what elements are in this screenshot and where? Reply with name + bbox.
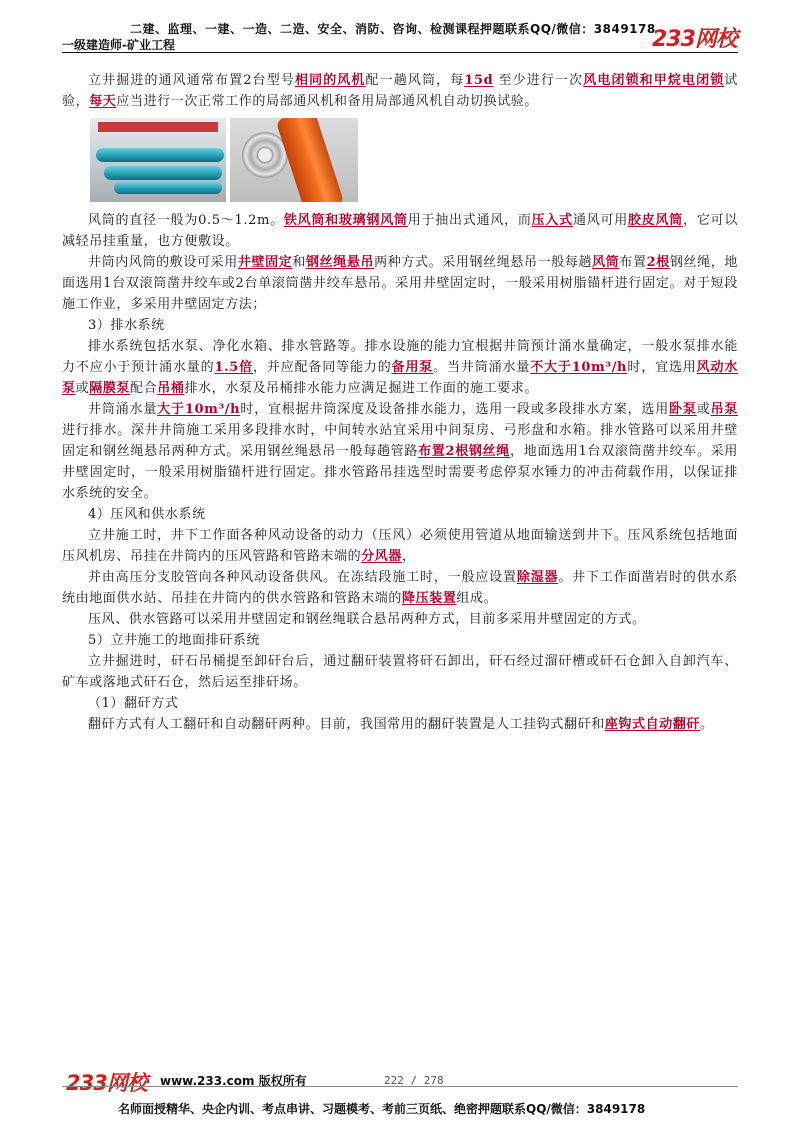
- paragraph-water-supply: 并由高压分支胶管向各种风动设备供风。在冻结段施工时，一般应设置除湿器。井下工作面凿岩时的供水系统由地面供水站、吊挂在井筒内的供水管路和管路末端的降压装置组成。: [62, 570, 738, 606]
- keyword: 风筒: [592, 255, 620, 270]
- keyword: 钢丝绳悬吊: [305, 255, 375, 270]
- keyword: 除湿器: [516, 570, 559, 585]
- footer-site[interactable]: www.233.com 版权所有: [160, 1074, 307, 1088]
- paragraph-compressed-air: 立井施工时，井下工作面各种风动设备的动力（压风）必须使用管道从地面输送到井下。压风系统包括地面压风机房、吊挂在井筒内的压风管路和管路末端的分风器，: [62, 528, 738, 564]
- keyword: 大于10m³/h: [157, 402, 241, 417]
- page-number: 222 / 278: [384, 1074, 444, 1087]
- keyword: 备用泵: [391, 360, 434, 375]
- paragraph-rock-removal: 立井掘进时，矸石吊桶提至卸矸台后，通过翻矸装置将矸石卸出，矸石经过溜矸槽或矸石仓卸入自卸汽车、矿车或落地式矸石仓，然后运至排矸场。: [62, 654, 738, 690]
- header-logo[interactable]: 233网校: [652, 27, 737, 52]
- keyword: 吊桶: [157, 381, 185, 396]
- paragraph-drainage-scheme: 井筒涌水量大于10m³/h时，宜根据井筒深度及设备排水能力，选用一段或多段排水方案，选用卧泵或吊泵进行排水。深井井筒施工采用多段排水时，中间转水站宜采用中间泵房、弓形盘和水箱。排水管路可以采用井壁固定和钢丝绳悬吊两种方式。采用钢丝绳悬吊一般每趟管路布置2根钢丝绳，地面选用1台双滚筒凿井绞车。采用井壁固定时，一般采用树脂锚杆进行固定。排水管路吊挂选型时需要考虑停泵水锤力的冲击荷载作用，以保证排水系统的安全。: [62, 402, 739, 501]
- page-content: [62, 70, 738, 735]
- keyword: 座钩式自动翻矸: [604, 717, 701, 732]
- header-subtitle: 一级建造师-矿业工程: [62, 38, 175, 52]
- keyword: 风电闭锁和甲烷电闭锁: [583, 73, 725, 88]
- paragraph-duct-diameter: 风筒的直径一般为0.5～1.2m。铁风筒和玻璃钢风筒用于抽出式通风，而压入式通风可用胶皮风筒，它可以减轻吊挂重量，也方便敷设。: [62, 213, 738, 249]
- keyword: 风动水泵: [62, 360, 738, 396]
- flexible-duct-photo: [230, 118, 358, 202]
- keyword: 降压装置: [402, 591, 457, 606]
- photo-strip: [90, 118, 358, 202]
- keyword: 2根: [646, 255, 670, 270]
- keyword: 相同的风机: [294, 73, 366, 88]
- heading-air-water: 4）压风和供水系统: [88, 507, 206, 522]
- paragraph-drainage-system: 排水系统包括水泵、净化水箱、排水管路等。排水设施的能力宜根据井筒预计涌水量确定，一般水泵排水能力不应小于预计涌水量的1.5倍，并应配备同等能力的备用泵。当井筒涌水量不大于10m³/h时，宜选用风动水泵或隔膜泵配合吊桶排水，水泵及吊桶排水能力应满足掘进工作面的施工要求。: [62, 339, 738, 396]
- ventilation-pipes-photo: [90, 118, 226, 202]
- keyword: 15d: [464, 73, 494, 88]
- heading-dumping-method: （1）翻矸方式: [88, 696, 179, 711]
- keyword: 卧泵: [669, 402, 697, 417]
- keyword: 隔膜泵: [89, 381, 131, 396]
- keyword: 铁风筒和玻璃钢风筒: [283, 213, 408, 228]
- keyword: 布置2根钢丝绳: [418, 444, 510, 459]
- header-rule: [62, 52, 738, 53]
- paragraph-dumping-method: 翻矸方式有人工翻矸和自动翻矸两种。目前，我国常用的翻矸装置是人工挂钩式翻矸和座钩式自动翻矸。: [88, 717, 714, 732]
- footer-rule: [62, 1086, 738, 1087]
- keyword: 吊泵: [710, 402, 739, 417]
- footer-promo: 名师面授精华、央企内训、考点串讲、习题模考、考前三页纸、绝密押题联系QQ/微信：3849178: [118, 1102, 646, 1116]
- keyword: 1.5倍: [214, 360, 253, 375]
- keyword: 分风器: [361, 549, 403, 564]
- keyword: 每天: [89, 94, 117, 109]
- keyword: 压入式: [531, 213, 573, 228]
- heading-rock-removal: 5）立井施工的地面排矸系统: [88, 633, 261, 648]
- keyword: 胶皮风筒: [628, 213, 684, 228]
- footer-logo[interactable]: 233网校: [66, 1071, 147, 1095]
- paragraph-duct-installation: 井筒内风筒的敷设可采用井壁固定和钢丝绳悬吊两种方式。采用钢丝绳悬吊一般每趟风筒布置2根钢丝绳，地面选用1台双滚筒凿井绞车或2台单滚筒凿井绞车悬吊。采用井壁固定时，一般采用树脂锚杆进行固定。对于短段施工作业，多采用井壁固定方法；: [62, 255, 738, 312]
- keyword: 不大于10m³/h: [530, 360, 628, 375]
- paragraph-pipe-fixing: 压风、供水管路可以采用井壁固定和钢丝绳联合悬吊两种方式，目前多采用井壁固定的方式。: [88, 612, 646, 627]
- keyword: 井壁固定: [237, 255, 293, 270]
- paragraph-ventilation: 立井掘进的通风通常布置2台型号相同的风机配一趟风筒，每15d 至少进行一次风电闭锁和甲烷电闭锁试验，每天应当进行一次正常工作的局部通风机和备用局部通风机自动切换试验。: [62, 73, 738, 109]
- heading-drainage: 3）排水系统: [88, 318, 165, 333]
- header-promo: 二建、监理、一建、一造、二造、安全、消防、咨询、检测课程押题联系QQ/微信：3849178: [130, 22, 656, 36]
